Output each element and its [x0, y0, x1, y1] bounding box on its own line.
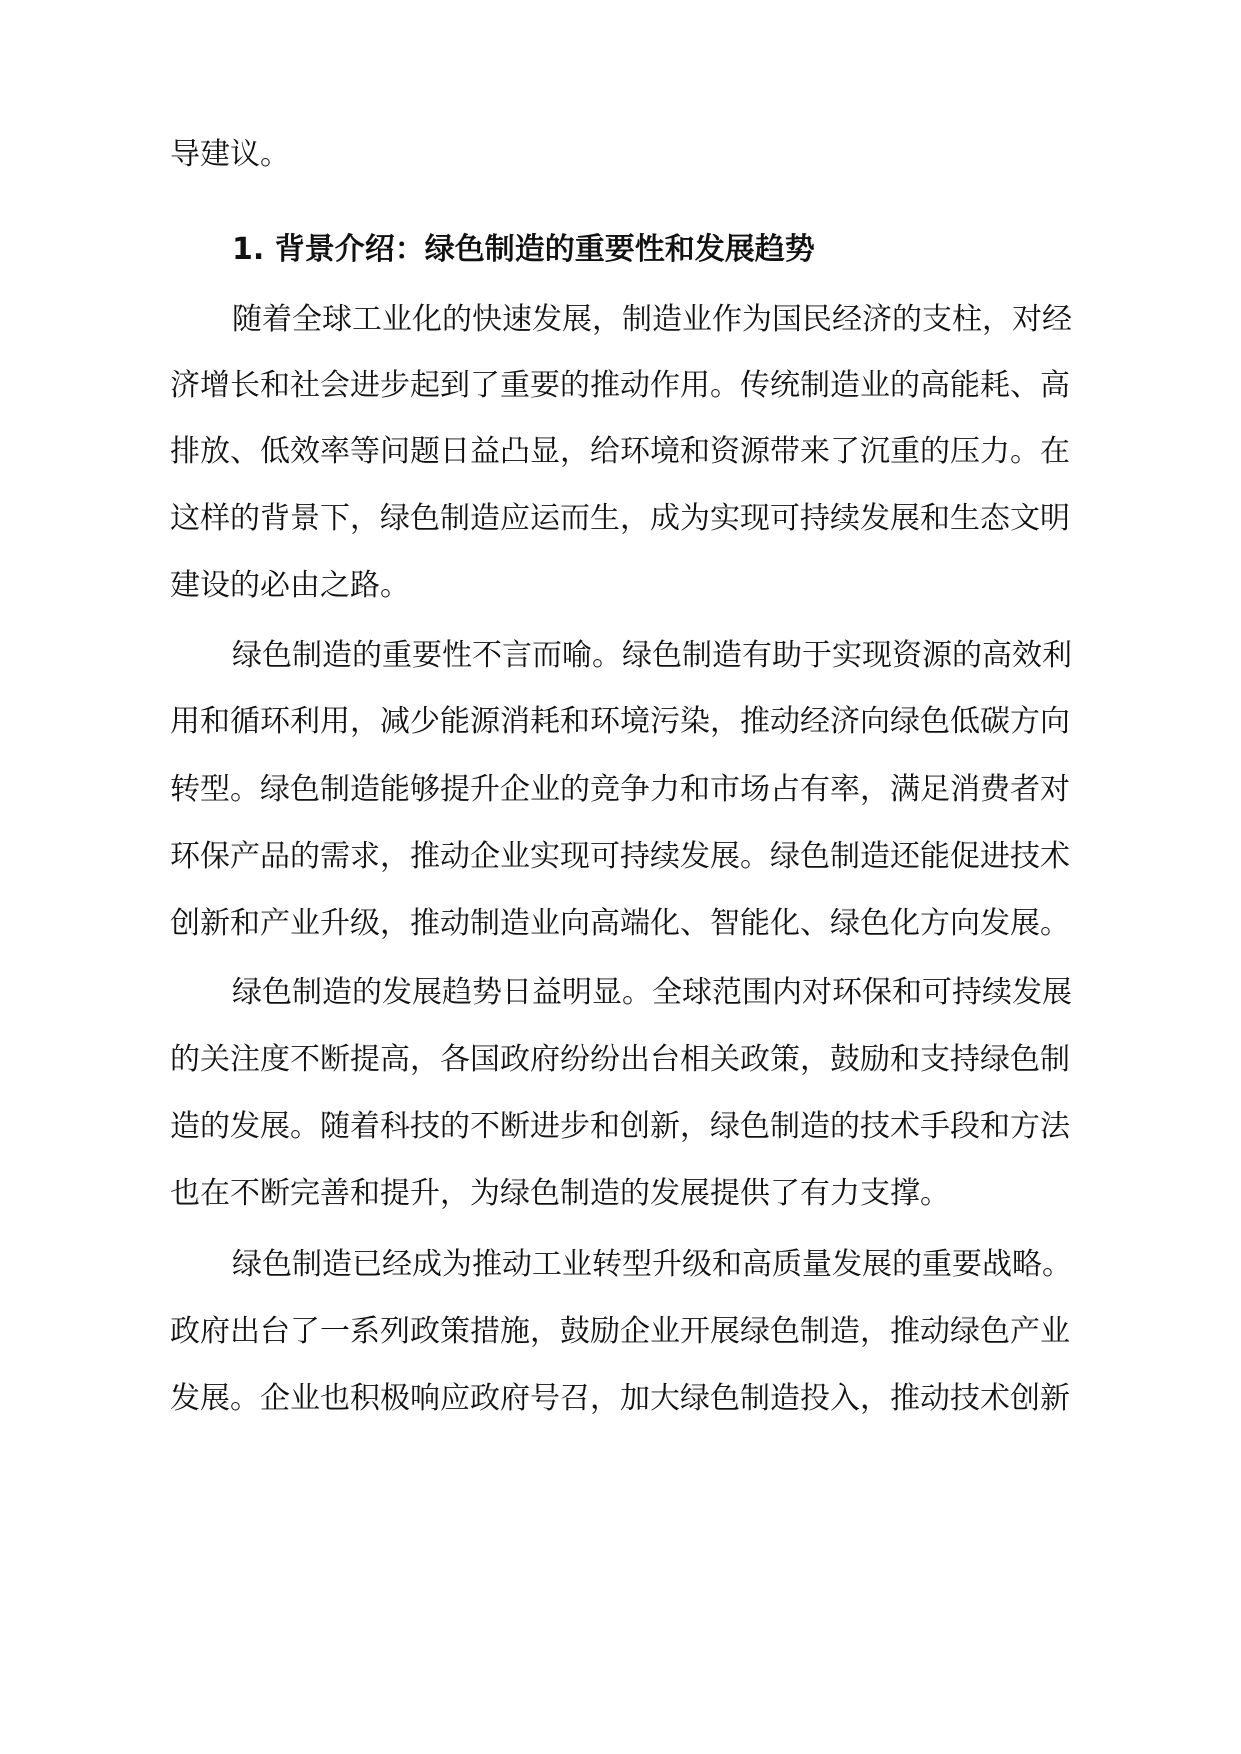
text-line: 绿色制造的发展趋势日益明显。全球范围内对环保和可持续发展: [232, 975, 1072, 1010]
text-line: 随着全球工业化的快速发展，制造业作为国民经济的支柱，对经: [232, 302, 1072, 337]
text-line: 的关注度不断提高，各国政府纷纷出台相关政策，鼓励和支持绿色制: [170, 1042, 1070, 1077]
text-line: 济增长和社会进步起到了重要的推动作用。传统制造业的高能耗、高: [170, 368, 1070, 403]
text-line: 用和循环利用，减少能源消耗和环境污染，推动经济向绿色低碳方向: [170, 704, 1070, 739]
text-line: 发展。企业也积极响应政府号召，加大绿色制造投入，推动技术创新: [170, 1381, 1070, 1416]
text-line: 排放、低效率等问题日益凸显，给环境和资源带来了沉重的压力。在: [170, 434, 1070, 469]
text-line: 这样的背景下，绿色制造应运而生，成为实现可持续发展和生态文明: [170, 501, 1070, 536]
text-line: 绿色制造的重要性不言而喻。绿色制造有助于实现资源的高效利: [232, 638, 1072, 673]
text-line: 也在不断完善和提升，为绿色制造的发展提供了有力支撑。: [170, 1176, 950, 1211]
text-line: 建设的必由之路。: [170, 568, 410, 603]
text-line: 政府出台了一系列政策措施，鼓励企业开展绿色制造，推动绿色产业: [170, 1314, 1070, 1349]
text-line: 环保产品的需求，推动企业实现可持续发展。绿色制造还能促进技术: [170, 839, 1070, 874]
text-line: 转型。绿色制造能够提升企业的竞争力和市场占有率，满足消费者对: [170, 772, 1070, 807]
section-heading: 1. 背景介绍：绿色制造的重要性和发展趋势: [232, 232, 815, 267]
text-line: 绿色制造已经成为推动工业转型升级和高质量发展的重要战略。: [232, 1247, 1072, 1282]
text-line: 创新和产业升级，推动制造业向高端化、智能化、绿色化方向发展。: [170, 906, 1070, 941]
text-line: 造的发展。随着科技的不断进步和创新，绿色制造的技术手段和方法: [170, 1109, 1070, 1144]
intro-tail: 导建议。: [170, 137, 290, 172]
